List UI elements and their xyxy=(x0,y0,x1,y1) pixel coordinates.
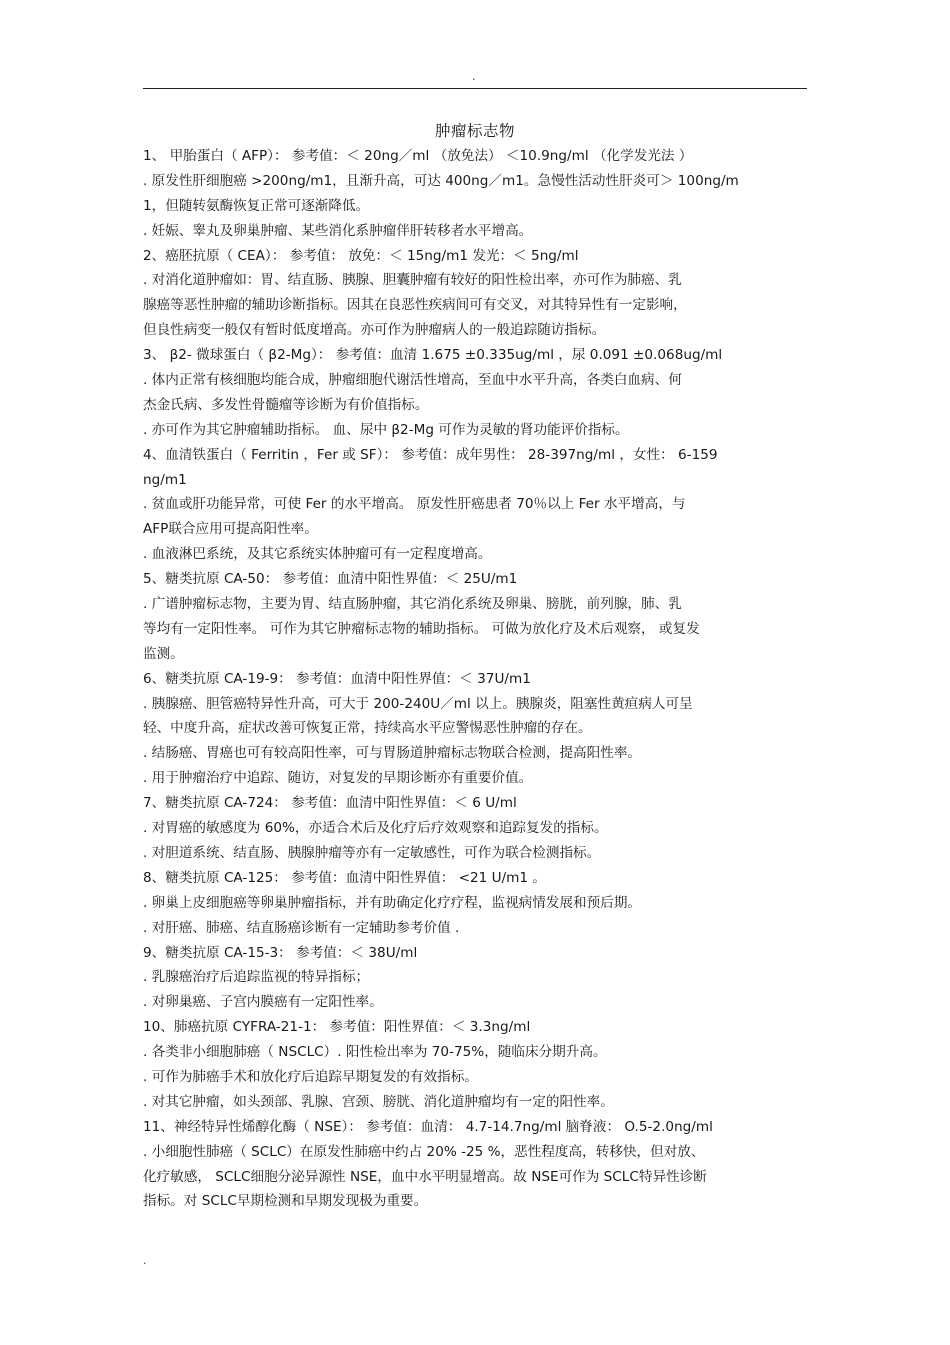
body-text-line: . 原发性肝细胞癌 >200ng/m1，且渐升高，可达 400ng／m1。急慢性活动性肝炎可＞ 100ng/m xyxy=(143,172,739,189)
section-heading-line: 5、糖类抗原 CA-50： 参考值：血清中阳性界值：＜ 25U/m1 xyxy=(143,571,518,588)
section-heading-line: 6、糖类抗原 CA-19-9： 参考值：血清中阳性界值：＜ 37U/m1 xyxy=(143,670,531,687)
body-text-line: . 各类非小细胞肺癌（ NSCLC）. 阳性检出率为 70-75%，随临床分期升高。 xyxy=(143,1044,607,1061)
body-text-line: . 对胆道系统、结直肠、胰腺肿瘤等亦有一定敏感性，可作为联合检测指标。 xyxy=(143,844,601,861)
body-text-line: 等均有一定阳性率。 可作为其它肿瘤标志物的辅助指标。 可做为放化疗及术后观察， 或复发 xyxy=(143,620,700,637)
body-text-line: . 可作为肺癌手术和放化疗后追踪早期复发的有效指标。 xyxy=(143,1068,478,1085)
body-text-line: . 体内正常有核细胞均能合成，肿瘤细胞代谢活性增高，至血中水平升高，各类白血病、何 xyxy=(143,372,682,389)
section-heading-line: 3、 β2- 微球蛋白（ β2-Mg）： 参考值：血清 1.675 ±0.335ug/ml ，尿 0.091 ±0.068ug/ml xyxy=(143,347,723,364)
body-text-line: . 对消化道肿瘤如：胃、结直肠、胰腺、胆囊肿瘤有较好的阳性检出率，亦可作为肺癌、乳 xyxy=(143,272,682,289)
body-text-line: . 血液淋巴系统，及其它系统实体肿瘤可有一定程度增高。 xyxy=(143,546,492,563)
body-text-line: . 卵巢上皮细胞癌等卵巢肿瘤指标，并有助确定化疗疗程，监视病情发展和预后期。 xyxy=(143,894,642,911)
body-text-line: . 妊娠、睾丸及卵巢肿瘤、某些消化系肿瘤伴肝转移者水平增高。 xyxy=(143,222,533,239)
section-heading-line: 10、肺癌抗原 CYFRA-21-1： 参考值：阳性界值：＜ 3.3ng/ml xyxy=(143,1019,531,1036)
document-body xyxy=(143,144,809,1214)
section-heading-line: 11、神经特异性烯醇化酶（ NSE）： 参考值：血清： 4.7-14.7ng/ml 脑脊液： O.5-2.0ng/ml xyxy=(143,1118,713,1135)
body-text-line: . 用于肿瘤治疗中追踪、随访，对复发的早期诊断亦有重要价值。 xyxy=(143,770,533,787)
body-text-line: 杰金氏病、多发性骨髓瘤等诊断为有价值指标。 xyxy=(143,396,429,413)
section-heading-line: 8、糖类抗原 CA-125： 参考值：血清中阳性界值： <21 U/m1 。 xyxy=(143,869,546,886)
body-text-line: . 贫血或肝功能异常，可使 Fer 的水平增高。 原发性肝癌患者 70％以上 Fer 水平增高，与 xyxy=(143,496,686,513)
body-text-line: . 对卵巢癌、子宫内膜癌有一定阳性率。 xyxy=(143,994,383,1011)
section-heading-line: 1、 甲胎蛋白（ AFP）： 参考值：＜ 20ng／ml （放免法） ＜10.9ng/ml （化学发光法 ） xyxy=(143,148,693,164)
body-text-line: 化疗敏感， SCLC细胞分泌异源性 NSE，血中水平明显增高。故 NSE可作为 SCLC特异性诊断 xyxy=(143,1168,707,1185)
body-text-line: . 亦可作为其它肿瘤辅助指标。 血、尿中 β2-Mg 可作为灵敏的肾功能评价指标。 xyxy=(143,421,629,438)
body-text-line: . 对胃癌的敏感度为 60%，亦适合术后及化疗后疗效观察和追踪复发的指标。 xyxy=(143,820,608,837)
section-heading-line: 4、血清铁蛋白（ Ferritin ，Fer 或 SF）： 参考值：成年男性： 28-397ng/ml ，女性： 6-159 xyxy=(143,446,718,463)
body-text-line: . 乳腺癌治疗后追踪监视的特异指标； xyxy=(143,969,370,986)
body-text-line: . 广谱肿瘤标志物，主要为胃、结直肠肿瘤，其它消化系统及卵巢、膀胱，前列腺，肺、乳 xyxy=(143,596,682,613)
body-text-line: . 结肠癌、胃癌也可有较高阳性率，可与胃肠道肿瘤标志物联合检测，提高阳性率。 xyxy=(143,745,642,762)
body-text-line: 腺癌等恶性肿瘤的辅助诊断指标。因其在良恶性疾病间可有交叉，对其特异性有一定影响， xyxy=(143,297,687,314)
body-text-line: . 胰腺癌、胆管癌特异性升高，可大于 200-240U／ml 以上。胰腺炎，阻塞性黄疸病人可呈 xyxy=(143,695,693,712)
body-text-line: 1，但随转氨酶恢复正常可逐渐降低。 xyxy=(143,197,370,214)
body-text-line: 但良性病变一般仅有暂时低度增高。亦可作为肿瘤病人的一般追踪随访指标。 xyxy=(143,322,606,339)
header-mark: . xyxy=(472,70,476,83)
body-text-line: AFP联合应用可提高阳性率。 xyxy=(143,521,318,538)
body-text-line: . 小细胞性肺癌（ SCLC）在原发性肺癌中约占 20% -25 %，恶性程度高，转移快，但对放、 xyxy=(143,1143,705,1160)
body-text-line: 轻、中度升高，症状改善可恢复正常，持续高水平应警惕恶性肿瘤的存在。 xyxy=(143,720,592,737)
header-rule xyxy=(143,88,807,89)
section-heading-line: 2、癌胚抗原（ CEA）： 参考值： 放免：＜ 15ng/m1 发光：＜ 5ng/ml xyxy=(143,247,579,264)
body-text-line: . 对其它肿瘤，如头颈部、乳腺、宫颈、膀胱、消化道肿瘤均有一定的阳性率。 xyxy=(143,1093,614,1110)
document-title: 肿瘤标志物 xyxy=(434,122,515,140)
footer-mark: . xyxy=(143,1254,147,1267)
body-text-line: 监测。 xyxy=(143,645,184,662)
section-heading-line: 9、糖类抗原 CA-15-3： 参考值：＜ 38U/ml xyxy=(143,944,418,961)
body-text-line: ng/m1 xyxy=(143,471,187,488)
body-text-line: . 对肝癌、肺癌、结直肠癌诊断有一定辅助参考价值 . xyxy=(143,919,460,936)
body-text-line: 指标。对 SCLC早期检测和早期发现极为重要。 xyxy=(143,1193,428,1210)
section-heading-line: 7、糖类抗原 CA-724： 参考值：血清中阳性界值：＜ 6 U/ml xyxy=(143,795,517,812)
